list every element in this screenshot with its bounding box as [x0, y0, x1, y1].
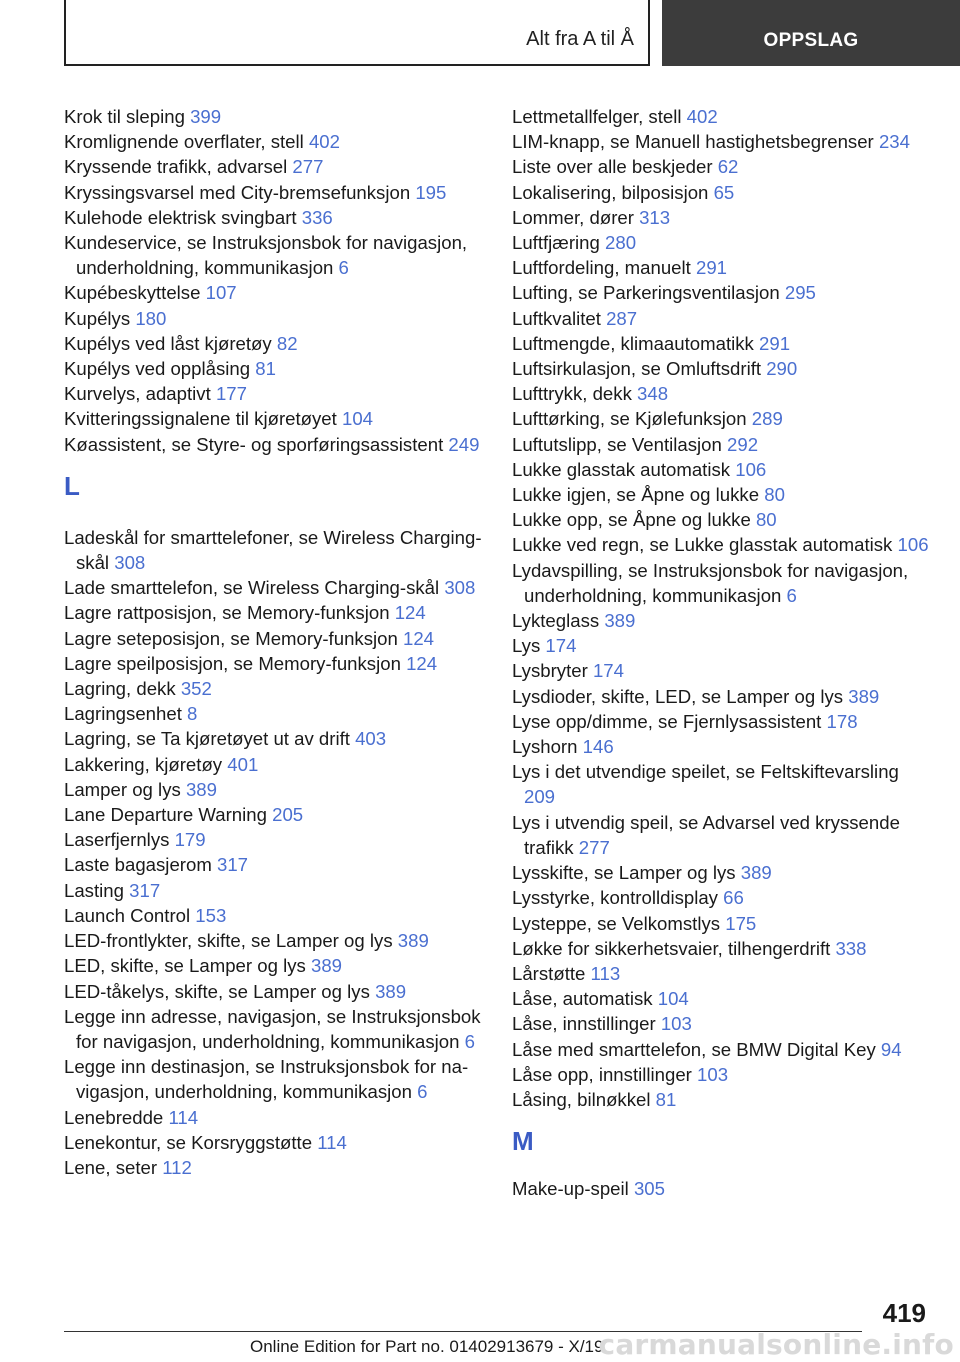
index-entry: [512, 1011, 932, 1036]
index-entry: [512, 154, 932, 179]
index-entry-text: Lommer, dører: [512, 206, 634, 228]
index-entry: [64, 406, 484, 431]
index-entry: [512, 1087, 932, 1112]
index-entry-text: Lettmetallfelger, stell: [512, 106, 682, 127]
index-entry-text: Låse, automatisk: [512, 988, 653, 1010]
index-page-link[interactable]: 289: [751, 408, 783, 430]
index-entry-text: Lys i utvendig speil, se Advarsel ved kryssende trafikk: [512, 811, 900, 858]
index-page-link[interactable]: 277: [292, 156, 324, 178]
index-entry-text: Lyse opp/dimme, se Fjernlysassistent: [512, 710, 822, 732]
index-entry-text: LED-tåkelys, skifte, se Lamper og lys: [64, 980, 370, 1002]
index-page-link[interactable]: 8: [187, 703, 198, 725]
index-entry-text: Kurvelys, adaptivt: [64, 383, 211, 405]
index-entry-text: Låsing, bilnøkkel: [512, 1088, 651, 1110]
index-page-link[interactable]: 80: [755, 509, 777, 531]
index-page-link[interactable]: 103: [697, 1063, 729, 1085]
index-entry: [512, 911, 932, 936]
index-page-link[interactable]: 291: [759, 332, 791, 354]
index-entry-text: Lårstøtte: [512, 962, 586, 984]
index-page-link[interactable]: 124: [394, 602, 426, 624]
index-entry: [64, 306, 484, 331]
index-entry-text: Løkke for sikkerhetsvaier, tilhengerdrift: [512, 937, 831, 959]
index-page-link[interactable]: 175: [725, 912, 757, 934]
index-page-link[interactable]: 249: [448, 433, 480, 455]
index-page-link[interactable]: 290: [766, 358, 798, 380]
index-page-link[interactable]: 80: [764, 484, 785, 506]
index-entry: [512, 104, 932, 129]
index-entry: [64, 827, 484, 852]
header-section-box: [662, 0, 960, 66]
index-entry-text: Lys i det utvendige speilet, se Feltskiftevarsling: [512, 761, 899, 783]
index-entry-text: Krok til sleping: [64, 106, 185, 127]
index-entry-text: Kupélys ved låst kjøretøy: [64, 332, 272, 354]
index-page-link[interactable]: 389: [375, 980, 407, 1002]
index-entry-text: Laste bagasjerom: [64, 854, 212, 876]
index-page-link[interactable]: 399: [190, 106, 222, 127]
index-entry-text: Lykteglass: [512, 610, 600, 632]
index-entry: [512, 684, 932, 709]
index-page-link[interactable]: 174: [545, 635, 577, 657]
index-page-link[interactable]: 280: [605, 232, 637, 254]
index-entry: [64, 575, 484, 600]
index-page-link[interactable]: 234: [878, 131, 910, 153]
index-page-link[interactable]: 146: [582, 736, 614, 758]
index-entry: [512, 759, 932, 809]
index-entry-text: Lydavspilling, se Instruksjonsbok for navigasjon, underholdning, kommunikasjon: [512, 559, 909, 606]
index-page-link[interactable]: 62: [717, 156, 739, 178]
index-entry-text: Lane Departure Warning: [64, 804, 267, 826]
index-entry: [512, 356, 932, 381]
footer-edition: Online Edition for Part no. 01402913679 - X/19: [250, 1337, 604, 1356]
index-entry-text: Lufttrykk, dekk: [512, 383, 632, 405]
index-entry-text: Lamper og lys: [64, 778, 181, 800]
header-section-label: OPPSLAG: [763, 30, 859, 51]
index-entry: [512, 381, 932, 406]
index-page-link[interactable]: 66: [723, 887, 744, 909]
index-page-link[interactable]: 389: [185, 778, 217, 800]
index-page-link[interactable]: 179: [174, 829, 206, 851]
index-entry: [512, 936, 932, 961]
index-entry: [64, 726, 484, 751]
index-entry: [512, 280, 932, 305]
index-entry: [64, 701, 484, 726]
index-page-link[interactable]: 209: [524, 786, 556, 808]
index-page-link[interactable]: 174: [592, 660, 624, 682]
index-entry: [64, 600, 484, 625]
index-entry-text: Låse, innstillinger: [512, 1013, 656, 1035]
index-entry-text: Luftutslipp, se Ventilasjon: [512, 433, 722, 455]
index-page-link[interactable]: 277: [578, 836, 610, 858]
index-entry: [512, 633, 932, 658]
index-page-link[interactable]: 308: [444, 577, 476, 599]
index-entry-text: Låse opp, innstillinger: [512, 1063, 692, 1085]
index-entry: [512, 860, 932, 885]
index-page-link[interactable]: 177: [215, 383, 247, 405]
index-entry: [64, 1054, 484, 1104]
index-page-link[interactable]: 180: [135, 307, 167, 329]
index-page-link[interactable]: 113: [590, 962, 621, 984]
index-page-link[interactable]: 389: [740, 862, 772, 884]
index-page-link[interactable]: 114: [168, 1106, 199, 1128]
index-page-link[interactable]: 287: [606, 307, 638, 329]
index-page-link[interactable]: 205: [272, 804, 304, 826]
index-page-link[interactable]: 389: [604, 610, 636, 632]
page-header: [0, 0, 960, 66]
index-entry: [512, 658, 932, 683]
index-entry-text: Kromlignende overflater, stell: [64, 131, 304, 153]
index-page-link[interactable]: 389: [397, 930, 429, 952]
index-page-link[interactable]: 6: [464, 1030, 475, 1052]
index-entry: [64, 1004, 484, 1054]
index-entry-text: Lenekontur, se Korsryggstøtte: [64, 1131, 313, 1153]
index-entry-text: Lene, seter: [64, 1156, 158, 1178]
index-entry-text: Luftsirkulasjon, se Omluftsdrift: [512, 358, 762, 380]
header-title-box: [64, 0, 650, 66]
index-entry-text: Lufttørking, se Kjølefunksjon: [512, 408, 747, 430]
index-entry: [512, 482, 932, 507]
index-page-link[interactable]: 6: [786, 584, 797, 606]
index-entry-text: LIM-knapp, se Manuell hastighetsbegrenser: [512, 131, 874, 153]
index-entry: [512, 306, 932, 331]
index-page-link[interactable]: 153: [195, 904, 227, 926]
index-entry: [64, 525, 484, 575]
index-entry-text: Kundeservice, se Instruksjonsbok for navigasjon, underholdning, kommunikasjon: [64, 232, 468, 279]
index-entry-text: Lysstyrke, kontrolldisplay: [512, 887, 718, 909]
index-page-link[interactable]: 103: [660, 1013, 692, 1035]
index-page-link[interactable]: 114: [317, 1131, 347, 1153]
index-entry: [512, 961, 932, 986]
index-entry-text: Lysteppe, se Velkomstlys: [512, 912, 721, 934]
index-entry: [64, 356, 484, 381]
index-entry-text: Lagring, dekk: [64, 678, 176, 700]
index-entry: [512, 180, 932, 205]
index-page-link[interactable]: 195: [415, 181, 447, 203]
index-entry: [512, 1062, 932, 1087]
index-entry-text: Lufting, se Parkeringsventilasjon: [512, 282, 780, 304]
index-entry: [512, 1176, 932, 1201]
index-entry: [64, 752, 484, 777]
index-entry-text: Lenebredde: [64, 1106, 164, 1128]
index-entry-text: Luftmengde, klimaautomatikk: [512, 332, 754, 354]
index-entry: [512, 205, 932, 230]
index-page-link[interactable]: 81: [255, 358, 276, 380]
index-entry: [512, 255, 932, 280]
index-entry-text: Lyshorn: [512, 736, 578, 758]
index-entry: [512, 734, 932, 759]
index-entry: [512, 709, 932, 734]
index-entry-text: Køassistent, se Styre- og sporføringsassistent: [64, 433, 444, 455]
index-page-link[interactable]: 104: [657, 988, 689, 1010]
index-page-link[interactable]: 389: [311, 955, 343, 977]
index-entry: [64, 626, 484, 651]
index-entry: [64, 777, 484, 802]
index-entry: [512, 406, 932, 431]
index-page-link[interactable]: 352: [180, 678, 212, 700]
index-entry: [64, 205, 484, 230]
index-page-link[interactable]: 106: [735, 458, 767, 480]
index-entry-text: Kryssingsvarsel med City-bremsefunksjon: [64, 181, 411, 203]
index-entry: [512, 507, 932, 532]
index-entry-text: LED-frontlykter, skifte, se Lamper og lys: [64, 930, 393, 952]
index-page-link[interactable]: 6: [417, 1081, 428, 1103]
index-entry: [64, 432, 484, 457]
index-page-link[interactable]: 305: [633, 1178, 665, 1200]
index-entry-text: Launch Control: [64, 904, 191, 926]
index-entry-text: Kvitteringssignalene til kjøretøyet: [64, 408, 337, 430]
index-entry: [64, 651, 484, 676]
index-page-link[interactable]: 124: [406, 652, 438, 674]
index-entry: [512, 810, 932, 860]
index-page-link[interactable]: 178: [826, 710, 858, 732]
index-entry-text: Lagringsenhet: [64, 703, 182, 725]
index-entry: [64, 1155, 484, 1180]
index-page-link[interactable]: 348: [637, 383, 669, 405]
index-entry: [512, 432, 932, 457]
index-column-left: [64, 104, 484, 1180]
index-letter-heading: M: [512, 1126, 534, 1157]
index-column-right: [512, 104, 932, 1201]
index-entry: [64, 331, 484, 356]
index-entry: [64, 852, 484, 877]
index-entry-text: Lade smarttelefon, se Wireless Charging-skål: [64, 577, 440, 599]
index-page-link[interactable]: 402: [686, 106, 718, 127]
index-entry: [512, 331, 932, 356]
index-entry: [512, 986, 932, 1011]
index-entry-text: Kulehode elektrisk svingbart: [64, 206, 297, 228]
index-entry: [64, 104, 484, 129]
index-entry: [64, 180, 484, 205]
index-page-link[interactable]: 82: [276, 332, 298, 354]
index-page-link[interactable]: 295: [784, 282, 816, 304]
index-entry: [512, 608, 932, 633]
index-entry-text: Lukke glasstak automatisk: [512, 458, 731, 480]
index-entry: [64, 903, 484, 928]
index-entry-text: Lukke ved regn, se Lukke glasstak automatisk: [512, 534, 893, 556]
index-entry-text: Lagre seteposisjon, se Memory-funksjon: [64, 627, 398, 649]
index-entry-text: Lys: [512, 635, 541, 657]
index-page-link[interactable]: 124: [403, 627, 435, 649]
index-entry: [64, 154, 484, 179]
index-page-link[interactable]: 336: [301, 206, 333, 228]
index-entry: [64, 878, 484, 903]
index-entry: [64, 230, 484, 280]
index-entry: [512, 457, 932, 482]
index-entry-text: Lysbryter: [512, 660, 588, 682]
index-entry: [64, 979, 484, 1004]
index-page-link[interactable]: 81: [655, 1088, 677, 1110]
index-page-link[interactable]: 402: [308, 131, 340, 153]
index-entry: [64, 280, 484, 305]
index-entry: [512, 1037, 932, 1062]
index-entry-text: Lukke opp, se Åpne og lukke: [512, 509, 751, 531]
index-page-link[interactable]: 106: [897, 534, 929, 556]
index-page-link[interactable]: 292: [727, 433, 759, 455]
index-entry-text: Lokalisering, bilposisjon: [512, 181, 709, 203]
index-page-link[interactable]: 317: [129, 879, 161, 901]
index-entry-text: Ladeskål for smarttelefoner, se Wireless Charging-skål: [64, 526, 482, 574]
index-entry-text: Lagre speilposisjon, se Memory-funksjon: [64, 652, 401, 674]
index-page-link[interactable]: 6: [338, 257, 349, 279]
index-page-link[interactable]: 94: [880, 1038, 902, 1060]
index-page-link[interactable]: 401: [227, 753, 259, 775]
index-entry-text: Låse med smarttelefon, se BMW Digital Key: [512, 1038, 876, 1060]
index-entry-text: Lagring, se Ta kjøretøyet ut av drift: [64, 728, 350, 750]
index-entry-text: Lysdioder, skifte, LED, se Lamper og lys: [512, 685, 844, 707]
index-entry-text: Kupélys: [64, 307, 131, 329]
index-entry-text: Kryssende trafikk, advarsel: [64, 156, 288, 178]
index-entry-text: Lasting: [64, 879, 124, 901]
index-entry-text: Make-up-speil: [512, 1178, 629, 1200]
index-page-link[interactable]: 107: [205, 282, 237, 304]
index-entry: [64, 676, 484, 701]
index-page-link[interactable]: 403: [355, 728, 387, 750]
index-entry-text: Lysskifte, se Lamper og lys: [512, 862, 736, 884]
index-entry-text: Legge inn destinasjon, se Instruksjonsbok for navigasjon, underholdning, kommunikasjon: [64, 1056, 469, 1103]
index-entry-text: LED, skifte, se Lamper og lys: [64, 955, 306, 977]
index-page-link[interactable]: 308: [114, 552, 146, 574]
index-entry: [64, 381, 484, 406]
index-entry-text: Luftfordeling, manuelt: [512, 257, 691, 279]
index-entry: [64, 1130, 484, 1155]
index-entry-text: Luftkvalitet: [512, 307, 601, 329]
index-entry: [64, 129, 484, 154]
index-entry-text: Lagre rattposisjon, se Memory-funksjon: [64, 602, 390, 624]
index-entry-text: Lukke igjen, se Åpne og lukke: [512, 484, 760, 506]
index-entry-text: Lakkering, kjøretøy: [64, 753, 223, 775]
index-entry: [512, 885, 932, 910]
index-entry-text: Legge inn adresse, navigasjon, se Instruksjonsbok for navigasjon, underholdning, kommunikasjon: [64, 1005, 481, 1052]
index-entry: [64, 953, 484, 978]
index-entry: [512, 558, 932, 608]
watermark-logo: carmanualsonline.info: [598, 1328, 954, 1361]
index-entry-text: Luftfjæring: [512, 232, 600, 254]
page-number: 419: [882, 1298, 926, 1328]
index-entry: [64, 802, 484, 827]
index-entry: [512, 129, 932, 154]
index-entry-text: Kupélys ved opplåsing: [64, 358, 251, 380]
index-entry: [512, 230, 932, 255]
index-page-link[interactable]: 313: [639, 206, 671, 228]
index-page-link[interactable]: 389: [848, 685, 880, 707]
header-title: Alt fra A til Å: [526, 28, 634, 50]
index-page-link[interactable]: 317: [216, 854, 249, 876]
index-page-link[interactable]: 291: [696, 257, 728, 279]
index-page-link[interactable]: 65: [713, 181, 735, 203]
index-entry: [512, 532, 932, 557]
index-entry-text: Kupébeskyttelse: [64, 282, 201, 304]
index-page-link[interactable]: 112: [162, 1156, 192, 1178]
index-entry-text: Laserfjernlys: [64, 829, 170, 851]
index-entry: [64, 928, 484, 953]
index-page-link[interactable]: 104: [342, 408, 374, 430]
index-page-link[interactable]: 338: [835, 937, 867, 959]
index-entry-text: Liste over alle beskjeder: [512, 156, 713, 178]
index-entry: [64, 1105, 484, 1130]
index-letter-heading: L: [64, 470, 80, 501]
